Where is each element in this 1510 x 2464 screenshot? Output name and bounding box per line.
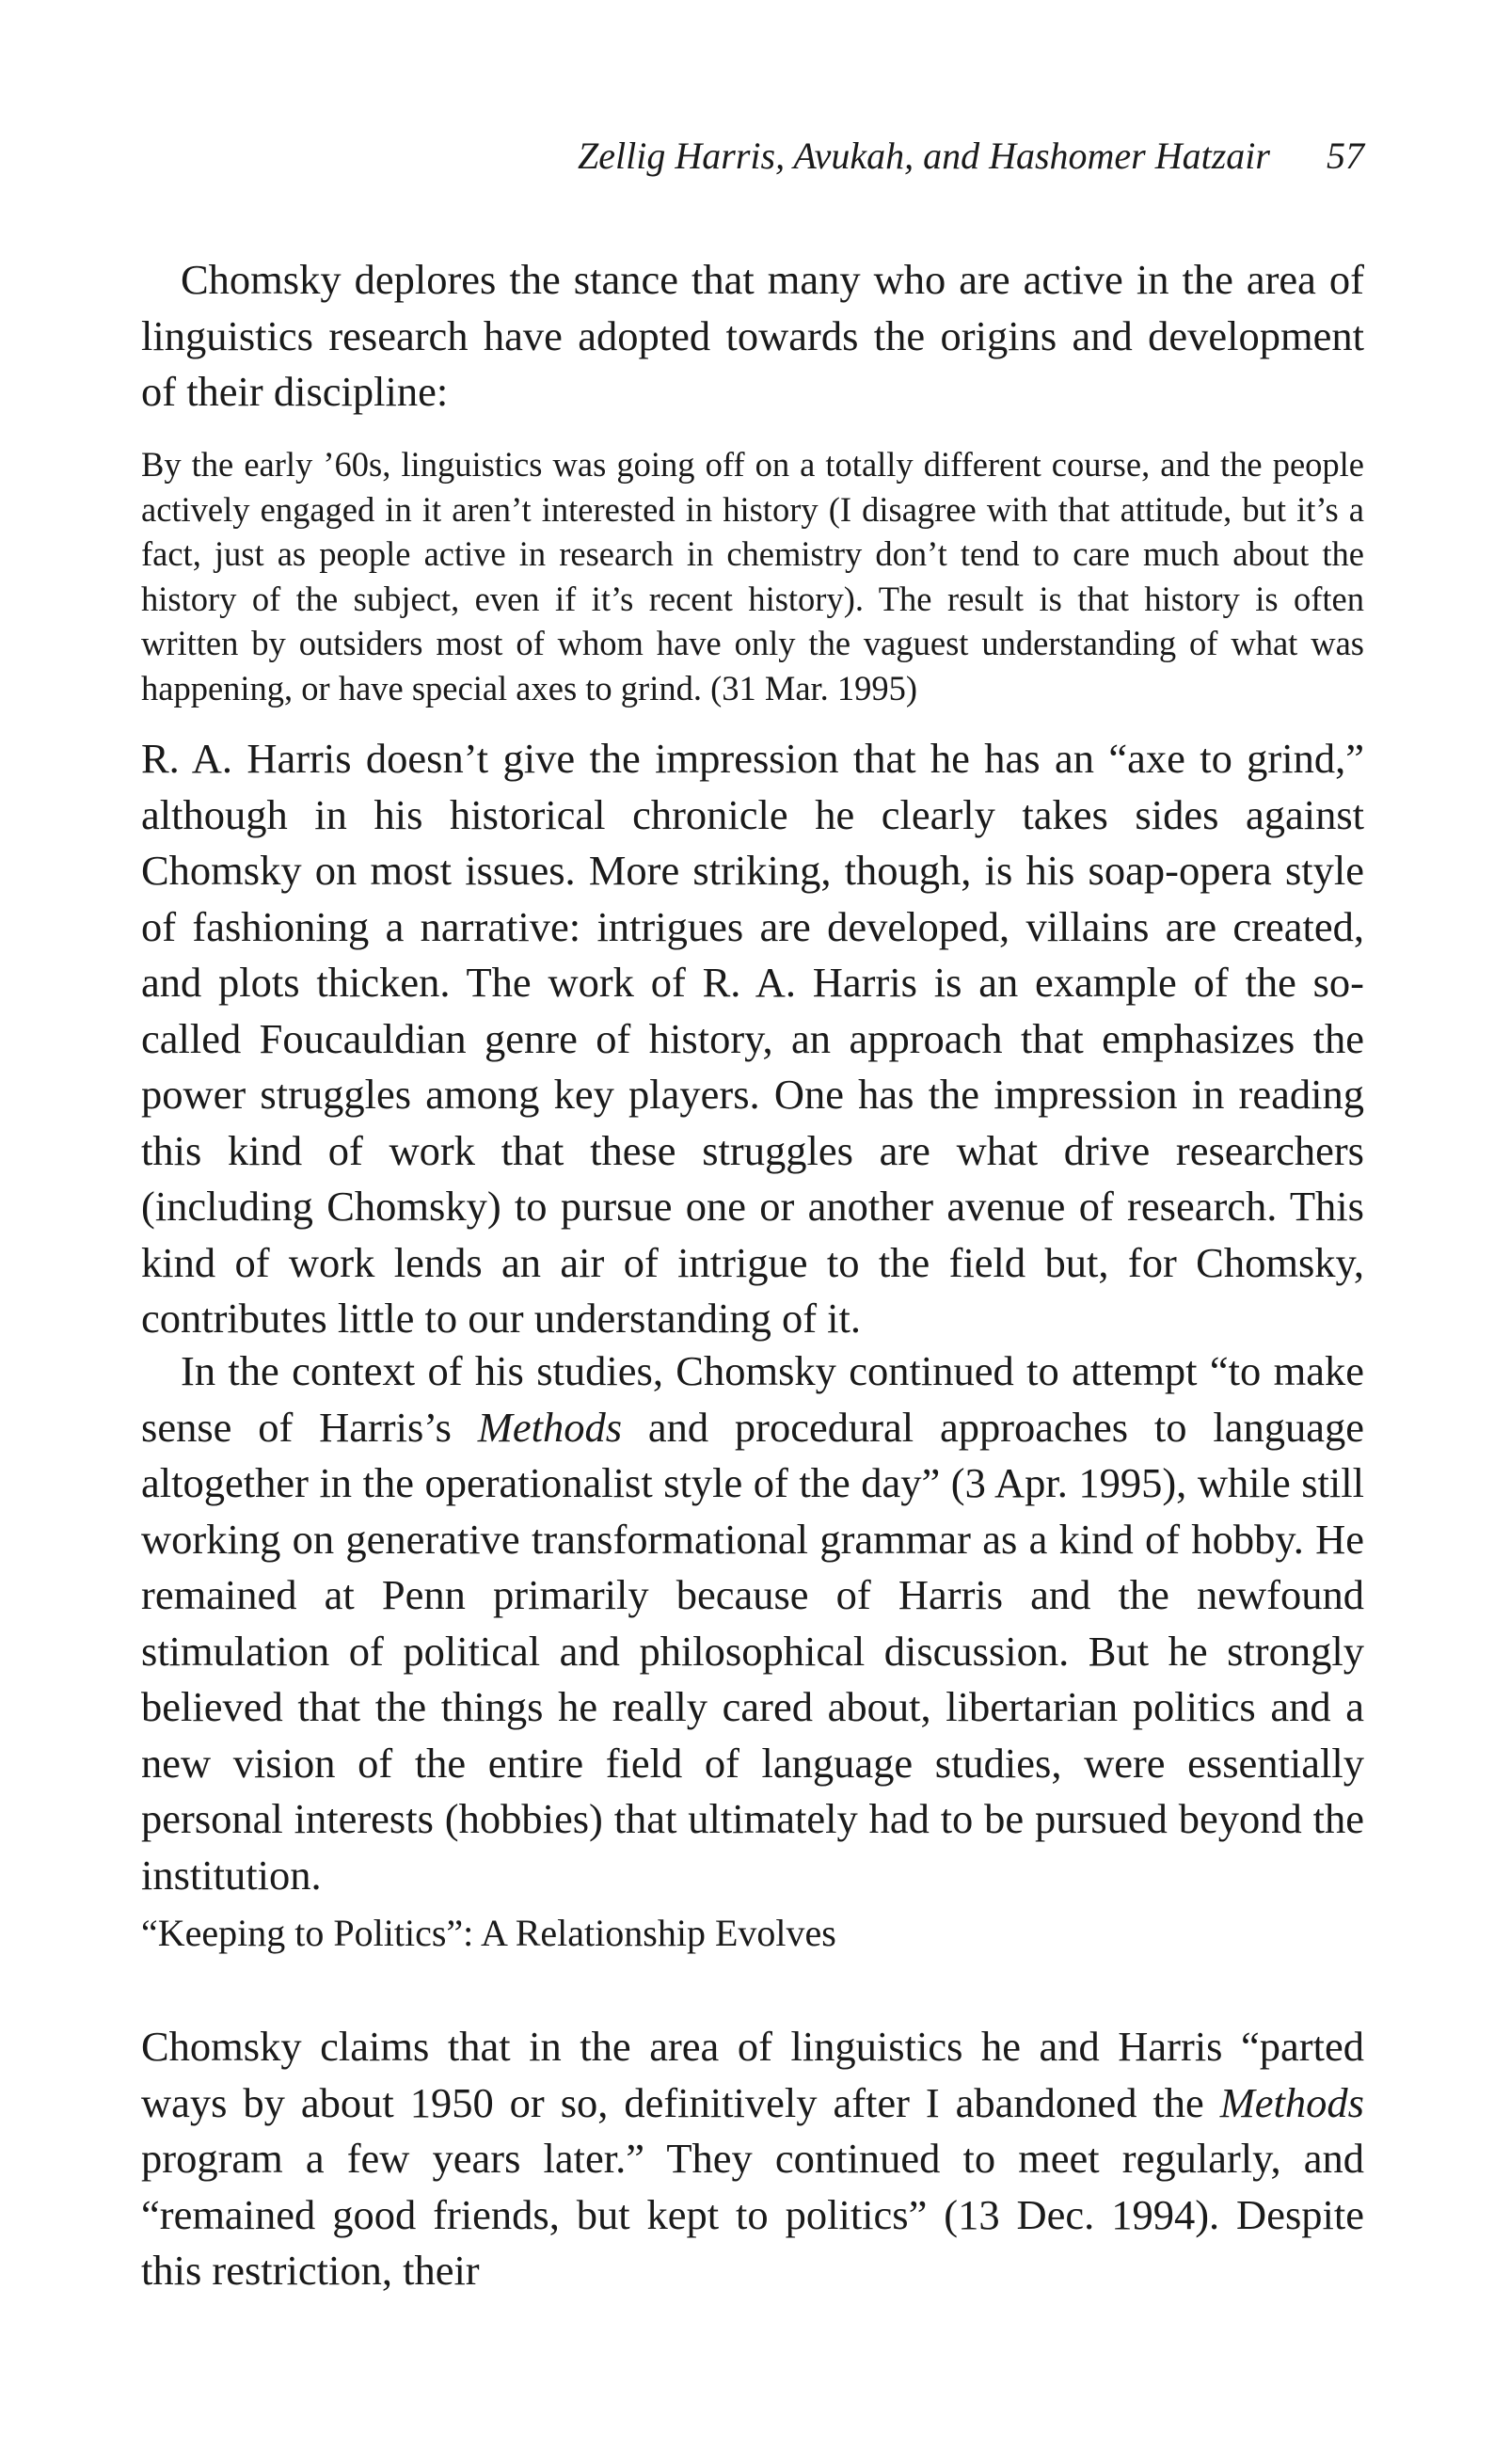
paragraph-intro: Chomsky deplores the stance that many who are active in the area of linguistics research have adopted towards the origins and development of their discipline:	[141, 256, 1364, 415]
running-head	[141, 132, 1364, 181]
paragraph-harris-critique: R. A. Harris doesn’t give the impression that he has an “axe to grind,” although in his historical chronicle he clearly takes sides against Chomsky on most issues. More striking, though, is his soap-opera style of fashioning a narrative: intrigues are developed, villains are created, and plots thicken. The work of R. A. Harris is an example of the so-called Foucauldian genre of history, an approach that emphasizes the power struggles among key players. One has the impression in reading this kind of work that these struggles are what drive researchers (including Chomsky) to pursue one or another avenue of research. This kind of work lends an air of intrigue to the field but, for Chomsky, contributes little to our understanding of it.	[141, 735, 1364, 1342]
paragraph-parted-ways	[141, 2019, 1364, 2299]
running-head-title: Zellig Harris, Avukah, and Hashomer Hatzair	[578, 135, 1270, 177]
paragraph-parted-ways-part1: Chomsky claims that in the area of linguistics he and Harris “parted ways by about 1950 or so, definitively after I abandoned the	[141, 2023, 1364, 2126]
section-heading: “Keeping to Politics”: A Relationship Evolves	[141, 1912, 836, 1954]
paragraph-parted-ways-part2: program a few years later.” They continued to meet regularly, and “remained good friends, but kept to politics” (13 Dec. 1994). Despite this restriction, their	[141, 2135, 1364, 2294]
block-quote: By the early ’60s, linguistics was going off on a totally different course, and the people actively engaged in it aren’t interested in history (I disagree with that attitude, but it’s a fact, just as people active in research in chemistry don’t tend to care much about the history of the subject, even if it’s recent history). The result is that history is often written by outsiders most of whom have only the vaguest understanding of what was happening, or have special axes to grind. (31 Mar. 1995)	[141, 445, 1364, 707]
paragraph-context-studies-part1: In the context of his studies, Chomsky continued to attempt “to make sense of Harris’s	[141, 1347, 1364, 1451]
paragraph-context-studies	[141, 1343, 1364, 1903]
page-number: 57	[1327, 135, 1364, 177]
methods-title: Methods	[477, 1403, 623, 1451]
paragraph-context-studies-part2: and procedural approaches to language altogether in the operationalist style of the day” (3 Apr. 1995), while still working on generative transformational grammar as a kind of hobby. He remained at Penn primarily because of Harris and the newfound stimulation of political and philosophical discussion. But he strongly believed that the things he really cared about, libertarian politics and a new vision of the entire field of language studies, were essentially personal interests (hobbies) that ultimately had to be pursued beyond the institution.	[141, 1403, 1364, 1899]
methods-title-2: Methods	[1219, 2078, 1364, 2126]
